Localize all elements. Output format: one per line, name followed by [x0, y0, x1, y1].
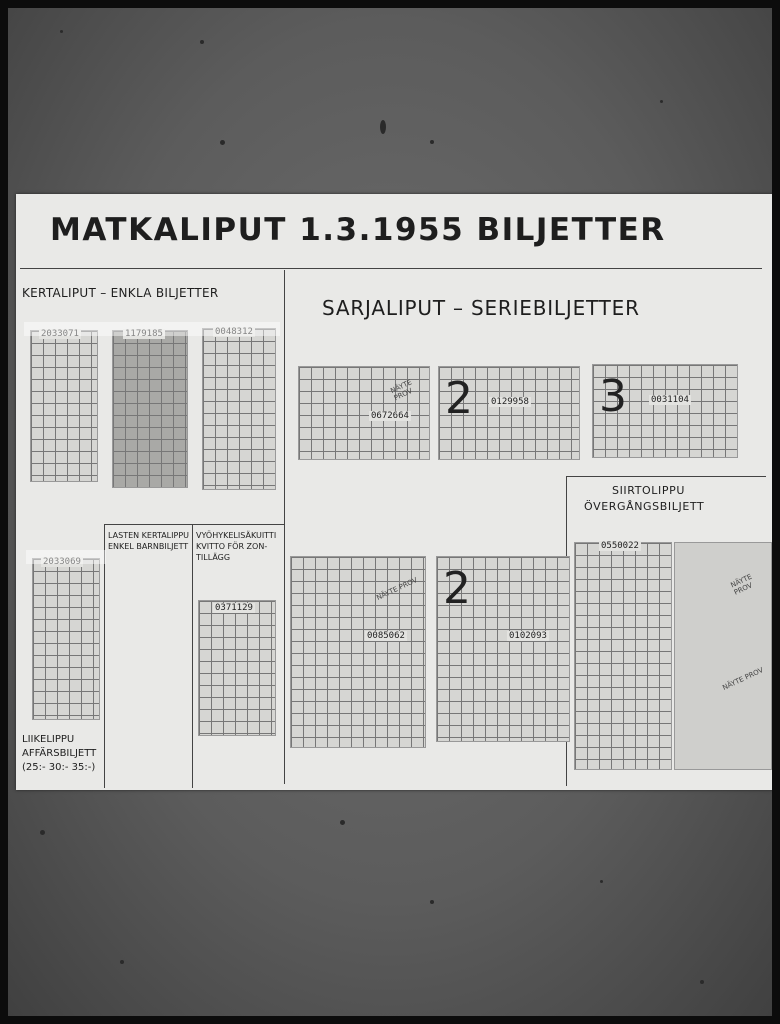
ticket-number: 0129958: [491, 397, 529, 407]
child-ticket-heading-fi: LASTEN KERTALIPPU: [108, 531, 189, 540]
ticket-number: 0102093: [509, 631, 547, 641]
ticket-number: 0371129: [215, 603, 253, 613]
series-ticket: [592, 364, 738, 458]
business-ticket-heading-sv: AFFÄRSBILJETT: [22, 748, 97, 759]
section-rule: [104, 524, 284, 525]
transfer-ticket-back: [674, 542, 772, 770]
ticket-number: 2033071: [41, 329, 79, 339]
wall-speck: [220, 140, 225, 145]
ticket-number: 0048312: [215, 327, 253, 337]
specimen-stamp: NÄYTE PROV: [389, 378, 414, 403]
business-ticket: [32, 558, 100, 720]
child-ticket-heading-sv: ENKEL BARNBILJETT: [108, 542, 189, 551]
series-ticket: [436, 556, 570, 742]
ticket-number: 0085062: [367, 631, 405, 641]
wall-speck: [200, 40, 204, 44]
wall-speck: [430, 900, 434, 904]
specimen-stamp: NÄYTE PROV: [375, 576, 419, 602]
series-ticket: [438, 366, 580, 460]
ticket-number: 2033069: [43, 557, 81, 567]
wall-speck: [430, 140, 434, 144]
zone-receipt-heading-2: KVITTO FÖR ZON-: [196, 542, 268, 551]
header-rule: [20, 268, 762, 269]
specimen-stamp: NÄYTE PROV: [729, 572, 754, 597]
transfer-heading-sv: ÖVERGÅNGSBILJETT: [584, 500, 705, 513]
series-ticket: [290, 556, 426, 748]
business-ticket-prices: (25:- 30:- 35:-): [22, 762, 96, 773]
ticket-number: 1179185: [125, 329, 163, 339]
transfer-heading-fi: SIIRTOLIPPU: [612, 484, 685, 497]
ticket-number: 0550022: [601, 541, 639, 551]
zone-receipt: [198, 600, 276, 736]
single-ticket: [112, 330, 188, 488]
single-tickets-heading: KERTALIPUT – ENKLA BILJETTER: [22, 286, 219, 300]
wall-speck: [340, 820, 345, 825]
transfer-rule: [566, 476, 766, 477]
zone-receipt-heading-1: VYÖHYKELISÄKUITTI: [196, 531, 277, 540]
series-tickets-heading: SARJALIPUT – SERIEBILJETTER: [322, 296, 640, 320]
single-ticket: [202, 328, 276, 490]
wall-speck: [120, 960, 124, 964]
single-ticket: [30, 330, 98, 482]
ticket-number: 0031104: [651, 395, 689, 405]
wall-speck: [60, 30, 63, 33]
wall-speck: [700, 980, 704, 984]
wall-speck: [40, 830, 45, 835]
wall-speck: [600, 880, 603, 883]
adhesive-tape: [24, 322, 280, 336]
wall-speck: [660, 100, 663, 103]
ticket-poster: [16, 194, 774, 790]
adhesive-tape: [26, 550, 106, 564]
series-digit: 2: [445, 373, 473, 424]
section-divider: [192, 524, 193, 788]
transfer-ticket: [574, 542, 672, 770]
ticket-number: 0672664: [371, 411, 409, 421]
wall-speck: [380, 120, 386, 134]
zone-receipt-heading-3: TILLÄGG: [196, 553, 231, 562]
poster-title: MATKALIPUT 1.3.1955 BILJETTER: [50, 212, 666, 248]
series-ticket: [298, 366, 430, 460]
column-divider: [284, 270, 285, 784]
series-digit: 2: [443, 563, 471, 614]
series-digit: 3: [599, 371, 627, 422]
business-ticket-heading-fi: LIIKELIPPU: [22, 734, 75, 745]
specimen-stamp: NÄYTE PROV: [721, 666, 765, 692]
